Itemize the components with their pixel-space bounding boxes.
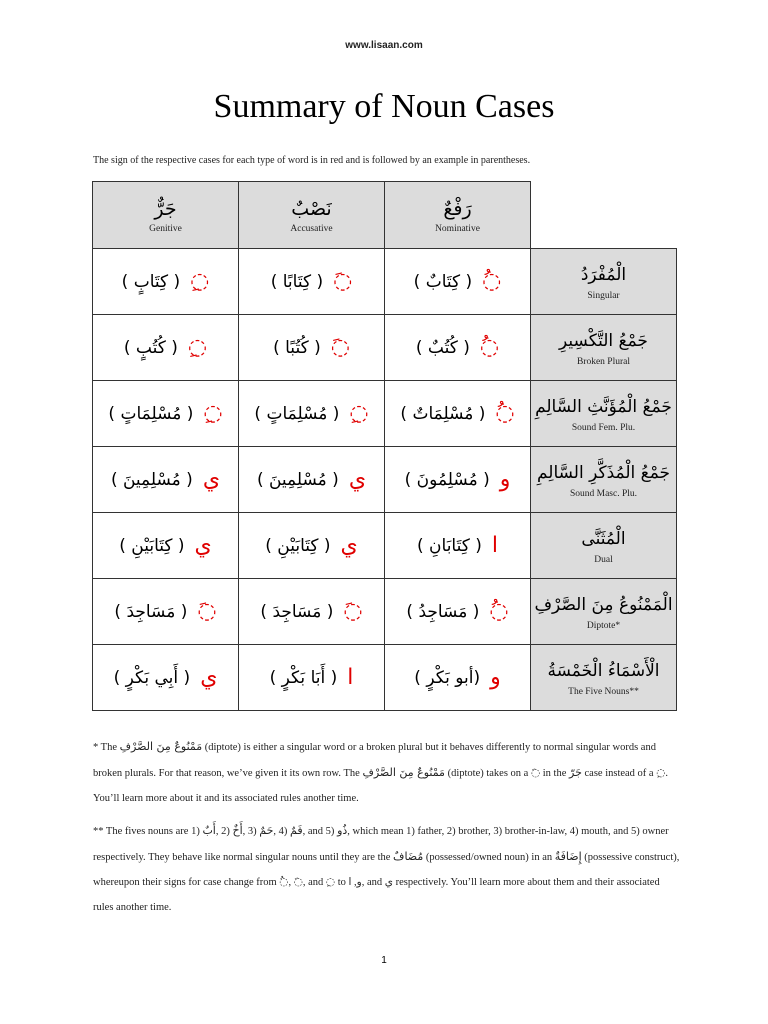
case-cell-genitive <box>93 249 239 315</box>
table-body <box>93 249 677 711</box>
case-cell-content <box>239 400 384 426</box>
footnote-arabic: أَبٌ <box>202 824 216 837</box>
case-sign: ◌ِ <box>190 268 210 294</box>
example-word: ( كُتُبًا ) <box>273 337 321 358</box>
footnote-arabic: مُضَافٌ <box>393 850 424 863</box>
table-row <box>93 447 677 513</box>
example-word: ( مُسْلِمَاتٌ ) <box>400 403 486 424</box>
example-word: ( مُسْلِمَاتٍ ) <box>254 403 340 424</box>
column-header-arabic: جَرٌّ <box>154 198 177 220</box>
footnote-arabic: مَمْنُوعٌ مِنَ الصَّرْفِ <box>362 766 445 779</box>
case-cell-genitive <box>93 447 239 513</box>
footnote-five-nouns <box>93 818 681 920</box>
column-header-english: Accusative <box>290 224 333 234</box>
case-cell-content <box>93 334 238 360</box>
case-cell-content <box>385 466 530 492</box>
footnote-arabic: جَرّ <box>569 766 582 779</box>
example-word: ( أَبَا بَكْرٍ ) <box>269 667 338 688</box>
case-cell-content <box>385 268 530 294</box>
row-header-arabic: الْمُفْرَدُ <box>580 265 627 285</box>
case-cell-nominative <box>385 315 531 381</box>
example-word: ( مُسْلِمَاتٍ ) <box>108 403 194 424</box>
footnote-text: , 3) <box>242 826 260 837</box>
example-word: ( كِتَابَيْنِ ) <box>119 535 185 556</box>
column-header-accusative <box>239 182 385 249</box>
case-cell-genitive <box>93 315 239 381</box>
case-cell-accusative <box>239 645 385 711</box>
row-header-arabic: جَمْعُ التَّكْسِيرِ <box>559 331 648 351</box>
case-cell-nominative <box>385 513 531 579</box>
case-cell-content <box>93 268 238 294</box>
case-cell-genitive <box>93 645 239 711</box>
footnote-text: , and 5) <box>302 826 338 837</box>
row-header <box>531 645 677 711</box>
case-cell-accusative <box>239 513 385 579</box>
case-sign: ◌َ <box>197 598 217 624</box>
case-cell-content <box>93 664 238 690</box>
row-header-arabic: الْأَسْمَاءُ الْخَمْسَةُ <box>547 661 660 681</box>
case-cell-accusative <box>239 447 385 513</box>
case-cell-content <box>239 532 384 558</box>
case-cell-nominative <box>385 381 531 447</box>
column-header-english: Genitive <box>149 224 182 234</box>
row-header <box>531 315 677 381</box>
footnote-arabic: مَمْنُوعٌ مِنَ الصَّرْفِ <box>119 740 203 753</box>
case-cell-content <box>239 334 384 360</box>
example-word: ( مَسَاجِدُ ) <box>406 601 480 622</box>
site-url: www.lisaan.com <box>345 40 423 51</box>
row-header-english: Diptote* <box>586 621 621 631</box>
row-header <box>531 579 677 645</box>
case-sign: ي <box>194 532 212 558</box>
example-word: ( كُتُبٌ ) <box>415 337 470 358</box>
footnote-arabic: أَخٌ <box>232 824 243 837</box>
column-header-nominative <box>385 182 531 249</box>
case-sign: ◌ُ <box>495 400 515 426</box>
example-word: ( مَسَاجِدَ ) <box>114 601 188 622</box>
example-word: (أبو بَكْرٍ ) <box>414 667 481 688</box>
case-cell-accusative <box>239 381 385 447</box>
row-header-english: Dual <box>594 555 613 565</box>
case-cell-content <box>385 334 530 360</box>
case-cell-content <box>93 400 238 426</box>
case-sign: ي <box>200 664 218 690</box>
footnote-text: (diptote) takes on a ◌َ in the <box>444 768 569 779</box>
footnote-text: case instead of a ◌ِ. You’ll learn more about it and its associated rules another time. <box>93 768 669 804</box>
row-header-english: Sound Masc. Plu. <box>569 489 638 499</box>
column-header-english: Nominative <box>435 224 480 234</box>
footnote-text: , 4) <box>273 826 291 837</box>
case-cell-content <box>385 598 530 624</box>
table-row <box>93 513 677 579</box>
row-header-english: Singular <box>587 291 620 301</box>
footnote-text: , 2) <box>215 826 233 837</box>
page-number: 1 <box>381 955 387 966</box>
row-header <box>531 513 677 579</box>
example-word: ( مُسْلِمِينَ ) <box>110 469 193 490</box>
case-sign: ◌ِ <box>203 400 223 426</box>
case-cell-content <box>93 598 238 624</box>
footnote-arabic: ذُو <box>337 824 348 837</box>
table-row <box>93 381 677 447</box>
row-header-arabic: الْمُثَنَّى <box>581 529 626 549</box>
case-cell-nominative <box>385 579 531 645</box>
case-cell-content <box>239 466 384 492</box>
table-header-row <box>93 182 677 249</box>
example-word: ( كِتَابًا ) <box>270 271 324 292</box>
case-sign: ◌َ <box>343 598 363 624</box>
row-header-arabic: جَمْعُ الْمُذَكَّرِ السَّالِمِ <box>536 463 671 483</box>
case-cell-content <box>239 268 384 294</box>
case-sign: ي <box>202 466 221 492</box>
footnote-text: * The <box>93 742 120 753</box>
case-cell-accusative <box>239 315 385 381</box>
example-word: ( كُتُبٍ ) <box>123 337 178 358</box>
case-cell-genitive <box>93 513 239 579</box>
table-row <box>93 579 677 645</box>
footnote-arabic: حَمٌ <box>259 824 274 837</box>
case-cell-content <box>239 598 384 624</box>
footnote-text: , which mean 1) father, 2) brother, 3) brother-in-law, 4) mouth, and 5) owner respectively. They behave like normal singular nouns until they are the <box>93 826 669 863</box>
case-sign: و <box>499 466 511 492</box>
example-word: ( مُسْلِمُونَ ) <box>404 469 490 490</box>
case-cell-content <box>385 532 530 558</box>
case-cell-content <box>385 400 530 426</box>
footnote-diptote <box>93 734 681 811</box>
row-header-english: Broken Plural <box>576 357 631 367</box>
row-header <box>531 381 677 447</box>
case-sign: ي <box>348 466 367 492</box>
case-sign: ي <box>340 532 358 558</box>
case-sign: ◌ِ <box>349 400 369 426</box>
case-cell-accusative <box>239 579 385 645</box>
example-word: ( كِتَابَيْنِ ) <box>265 535 331 556</box>
example-word: ( كِتَابَانِ ) <box>417 535 482 556</box>
table-row <box>93 645 677 711</box>
case-cell-genitive <box>93 579 239 645</box>
page-title: Summary of Noun Cases <box>213 88 555 125</box>
case-sign: ا <box>491 532 498 558</box>
case-cell-accusative <box>239 249 385 315</box>
column-header-arabic: رَفْعٌ <box>443 198 472 220</box>
row-header <box>531 447 677 513</box>
case-sign: ◌ُ <box>482 268 502 294</box>
footnote-arabic: إِضَافَةٌ <box>554 850 582 863</box>
example-word: ( مَسَاجِدَ ) <box>260 601 334 622</box>
example-word: ( مُسْلِمِينَ ) <box>256 469 339 490</box>
case-cell-nominative <box>385 447 531 513</box>
column-header-arabic: نَصْبٌ <box>291 198 332 220</box>
table-row <box>93 315 677 381</box>
example-word: ( أَبِي بَكْرٍ ) <box>113 667 191 688</box>
case-sign: ◌َ <box>330 334 350 360</box>
case-cell-nominative <box>385 249 531 315</box>
table-row <box>93 249 677 315</box>
case-cell-genitive <box>93 381 239 447</box>
row-header-english: The Five Nouns** <box>568 687 639 697</box>
footnote-text: (diptote) is either a singular word or a broken plural but it behaves differently to normal singular words and broken plurals. For that reason, we’ve given it its own row. The <box>93 742 656 779</box>
footnote-text: (possessive construct), whereupon their signs for case change from ◌ُ, ◌َ, and ◌ِ to و, ا, and ي respectively. You’ll learn more about them and their associated rules another time. <box>93 852 680 913</box>
case-sign: ا <box>347 664 354 690</box>
case-cell-content <box>93 466 238 492</box>
case-cell-content <box>239 664 384 690</box>
case-cell-nominative <box>385 645 531 711</box>
case-sign: ◌َ <box>333 268 353 294</box>
case-sign: ◌ُ <box>489 598 509 624</box>
row-header-arabic: الْمَمْنُوعُ مِنَ الصَّرْفِ <box>534 595 673 615</box>
footnote-arabic: فَمٌ <box>290 824 303 837</box>
row-header-arabic: جَمْعُ الْمُؤَنَّثِ السَّالِمِ <box>535 397 672 417</box>
example-word: ( كِتَابٌ ) <box>413 271 473 292</box>
footnote-text: ** The fives nouns are 1) <box>93 826 203 837</box>
intro-text: The sign of the respective cases for each type of word is in red and is followed by an example in parentheses. <box>93 155 531 166</box>
case-sign: ◌ِ <box>187 334 208 360</box>
row-header <box>531 249 677 315</box>
empty-corner-cell <box>531 182 677 249</box>
case-cell-content <box>93 532 238 558</box>
footnote-text: (possessed/owned noun) in an <box>423 852 555 863</box>
column-header-genitive <box>93 182 239 249</box>
noun-cases-table <box>92 181 677 711</box>
case-cell-content <box>385 664 530 690</box>
case-sign: و <box>490 664 501 690</box>
case-sign: ◌ُ <box>479 334 500 360</box>
row-header-english: Sound Fem. Plu. <box>571 423 636 433</box>
example-word: ( كِتَابٍ ) <box>121 271 181 292</box>
